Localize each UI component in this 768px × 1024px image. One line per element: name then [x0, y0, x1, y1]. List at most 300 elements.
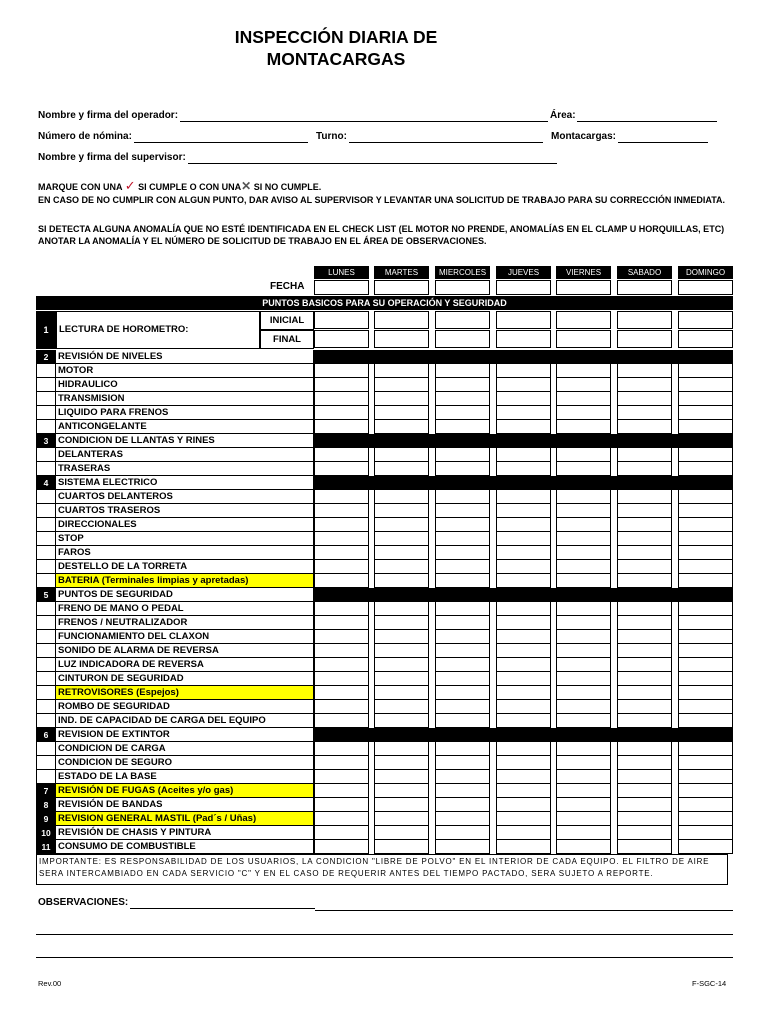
check-cell-3[interactable] [496, 364, 551, 378]
check-cell-5[interactable] [617, 462, 672, 476]
check-cell-0[interactable] [314, 714, 369, 728]
check-cell-2[interactable] [435, 406, 490, 420]
check-cell-4[interactable] [556, 742, 611, 756]
check-cell-1[interactable] [374, 700, 429, 714]
check-cell-1[interactable] [374, 420, 429, 434]
check-cell-5[interactable] [617, 686, 672, 700]
horometro-final-cell-4[interactable] [556, 330, 611, 348]
check-cell-1[interactable] [374, 546, 429, 560]
check-cell-0[interactable] [314, 420, 369, 434]
check-cell-3[interactable] [496, 518, 551, 532]
check-cell-1[interactable] [374, 602, 429, 616]
check-cell-3[interactable] [496, 644, 551, 658]
check-cell-0[interactable] [314, 602, 369, 616]
check-cell-4[interactable] [556, 658, 611, 672]
check-cell-1[interactable] [374, 392, 429, 406]
check-cell-0[interactable] [314, 784, 369, 798]
check-cell-4[interactable] [556, 644, 611, 658]
check-cell-3[interactable] [496, 546, 551, 560]
check-cell-4[interactable] [556, 364, 611, 378]
check-cell-5[interactable] [617, 420, 672, 434]
check-cell-0[interactable] [314, 770, 369, 784]
page-title [0, 26, 672, 70]
check-cell-6[interactable] [678, 630, 733, 644]
check-cell-6[interactable] [678, 840, 733, 854]
check-cell-4[interactable] [556, 532, 611, 546]
checklist-row [36, 350, 733, 364]
date-box-1[interactable] [374, 280, 429, 295]
check-cell-3[interactable] [496, 448, 551, 462]
check-cell-0[interactable] [314, 364, 369, 378]
check-cell-3[interactable] [496, 686, 551, 700]
row-number [36, 630, 56, 644]
check-cell-3[interactable] [496, 658, 551, 672]
check-cell-4[interactable] [556, 462, 611, 476]
check-cell-2[interactable] [435, 364, 490, 378]
check-cell-1[interactable] [374, 518, 429, 532]
check-cell-3[interactable] [496, 378, 551, 392]
row-number: 3 [36, 434, 56, 448]
row-label: CINTURON DE SEGURIDAD [56, 672, 314, 686]
check-cell-6[interactable] [678, 364, 733, 378]
check-cell-4[interactable] [556, 602, 611, 616]
checklist-row [36, 840, 733, 854]
check-cell-5[interactable] [617, 826, 672, 840]
horometro-inicial-cell-3[interactable] [496, 311, 551, 329]
row-label: IND. DE CAPACIDAD DE CARGA DEL EQUIPO [56, 714, 314, 728]
check-cell-2[interactable] [435, 672, 490, 686]
check-cell-2[interactable] [435, 630, 490, 644]
check-cell-2[interactable] [435, 686, 490, 700]
row-number [36, 392, 56, 406]
checklist-row [36, 784, 733, 798]
check-cell-1[interactable] [374, 686, 429, 700]
observations-field-3[interactable] [36, 957, 733, 958]
check-cell-1[interactable] [374, 490, 429, 504]
check-cell-2[interactable] [435, 742, 490, 756]
check-cell-5[interactable] [617, 602, 672, 616]
check-cell-2[interactable] [435, 392, 490, 406]
check-cell-4[interactable] [556, 630, 611, 644]
check-cell-5[interactable] [617, 378, 672, 392]
payroll-number-field[interactable] [134, 142, 308, 143]
check-cell-4[interactable] [556, 798, 611, 812]
horometro-final-cell-1[interactable] [374, 330, 429, 348]
checklist-row [36, 574, 733, 588]
check-cell-4[interactable] [556, 518, 611, 532]
check-cell-0[interactable] [314, 826, 369, 840]
check-cell-3[interactable] [496, 504, 551, 518]
check-cell-3[interactable] [496, 770, 551, 784]
row-number [36, 378, 56, 392]
check-cell-3[interactable] [496, 672, 551, 686]
check-cell-4[interactable] [556, 490, 611, 504]
row-number [36, 714, 56, 728]
check-cell-6[interactable] [678, 742, 733, 756]
check-cell-4[interactable] [556, 770, 611, 784]
horometro-final-cell-3[interactable] [496, 330, 551, 348]
check-cell-3[interactable] [496, 602, 551, 616]
day-header-5: SABADO [617, 266, 672, 279]
check-cell-1[interactable] [374, 742, 429, 756]
check-cell-4[interactable] [556, 700, 611, 714]
check-cell-5[interactable] [617, 392, 672, 406]
check-cell-2[interactable] [435, 574, 490, 588]
check-cell-2[interactable] [435, 378, 490, 392]
check-cell-6[interactable] [678, 658, 733, 672]
area-field[interactable] [577, 121, 717, 122]
row-label: RETROVISORES (Espejos) [56, 686, 314, 700]
check-cell-5[interactable] [617, 840, 672, 854]
check-cell-0[interactable] [314, 644, 369, 658]
row-number [36, 770, 56, 784]
check-cell-0[interactable] [314, 616, 369, 630]
check-cell-3[interactable] [496, 756, 551, 770]
check-cell-5[interactable] [617, 504, 672, 518]
row-number: 10 [36, 826, 56, 840]
row-label: FAROS [56, 546, 314, 560]
check-cell-4[interactable] [556, 784, 611, 798]
row-label: ROMBO DE SEGURIDAD [56, 700, 314, 714]
check-cell-5[interactable] [617, 406, 672, 420]
shift-field[interactable] [349, 142, 543, 143]
check-cell-0[interactable] [314, 392, 369, 406]
row-label: CUARTOS DELANTEROS [56, 490, 314, 504]
check-cell-6[interactable] [678, 392, 733, 406]
checklist-row [36, 630, 733, 644]
check-cell-3[interactable] [496, 714, 551, 728]
check-cell-3[interactable] [496, 826, 551, 840]
row-number [36, 490, 56, 504]
check-cell-5[interactable] [617, 672, 672, 686]
observations-field-1b[interactable] [315, 910, 733, 911]
check-cell-5[interactable] [617, 784, 672, 798]
check-cell-4[interactable] [556, 812, 611, 826]
check-cell-6[interactable] [678, 532, 733, 546]
check-cell-6[interactable] [678, 518, 733, 532]
observations-field-2[interactable] [36, 934, 733, 935]
check-cell-5[interactable] [617, 742, 672, 756]
check-cell-1[interactable] [374, 812, 429, 826]
check-cell-5[interactable] [617, 490, 672, 504]
check-cell-5[interactable] [617, 714, 672, 728]
checklist-row [36, 616, 733, 630]
forklift-field[interactable] [618, 142, 708, 143]
check-cell-4[interactable] [556, 756, 611, 770]
check-cell-0[interactable] [314, 448, 369, 462]
date-box-0[interactable] [314, 280, 369, 295]
check-cell-2[interactable] [435, 490, 490, 504]
check-cell-3[interactable] [496, 574, 551, 588]
check-cell-5[interactable] [617, 448, 672, 462]
check-cell-1[interactable] [374, 784, 429, 798]
check-cell-2[interactable] [435, 448, 490, 462]
row-number [36, 518, 56, 532]
check-cell-1[interactable] [374, 672, 429, 686]
check-cell-4[interactable] [556, 840, 611, 854]
check-cell-4[interactable] [556, 448, 611, 462]
forklift-label: Montacargas: [551, 131, 617, 142]
check-cell-2[interactable] [435, 812, 490, 826]
check-cell-2[interactable] [435, 714, 490, 728]
check-cell-6[interactable] [678, 490, 733, 504]
check-cell-1[interactable] [374, 840, 429, 854]
title-line-1: INSPECCIÓN DIARIA DE [234, 27, 438, 47]
check-cell-1[interactable] [374, 378, 429, 392]
check-cell-4[interactable] [556, 378, 611, 392]
section-title: PUNTOS BASICOS PARA SU OPERACIÓN Y SEGURIDAD [36, 296, 733, 310]
check-cell-6[interactable] [678, 672, 733, 686]
check-cell-5[interactable] [617, 770, 672, 784]
check-cell-3[interactable] [496, 392, 551, 406]
check-cell-3[interactable] [496, 406, 551, 420]
check-cell-6[interactable] [678, 504, 733, 518]
check-cell-1[interactable] [374, 462, 429, 476]
date-box-4[interactable] [556, 280, 611, 295]
check-cell-3[interactable] [496, 812, 551, 826]
check-cell-4[interactable] [556, 406, 611, 420]
date-box-6[interactable] [678, 280, 733, 295]
day-header-0: LUNES [314, 266, 369, 279]
check-cell-0[interactable] [314, 462, 369, 476]
check-cell-3[interactable] [496, 490, 551, 504]
area-label: Área: [550, 110, 576, 121]
horometro-final-cell-5[interactable] [617, 330, 672, 348]
check-cell-1[interactable] [374, 644, 429, 658]
check-cell-0[interactable] [314, 756, 369, 770]
check-cell-3[interactable] [496, 616, 551, 630]
check-cell-6[interactable] [678, 714, 733, 728]
row-label: DELANTERAS [56, 448, 314, 462]
row-number [36, 644, 56, 658]
revision-label: Rev.00 [38, 979, 62, 988]
check-cell-5[interactable] [617, 560, 672, 574]
check-cell-6[interactable] [678, 812, 733, 826]
check-cell-1[interactable] [374, 714, 429, 728]
check-cell-0[interactable] [314, 840, 369, 854]
check-cell-6[interactable] [678, 602, 733, 616]
row-label: LUZ INDICADORA DE REVERSA [56, 658, 314, 672]
check-cell-3[interactable] [496, 630, 551, 644]
check-cell-0[interactable] [314, 560, 369, 574]
check-cell-5[interactable] [617, 630, 672, 644]
day-header-3: JUEVES [496, 266, 551, 279]
check-cell-1[interactable] [374, 630, 429, 644]
check-cell-4[interactable] [556, 546, 611, 560]
check-cell-5[interactable] [617, 574, 672, 588]
check-cell-1[interactable] [374, 658, 429, 672]
check-cell-6[interactable] [678, 686, 733, 700]
check-cell-2[interactable] [435, 770, 490, 784]
supervisor-field[interactable] [188, 163, 557, 164]
horometro-inicial-cell-1[interactable] [374, 311, 429, 329]
check-cell-4[interactable] [556, 714, 611, 728]
horometro-final-cell-6[interactable] [678, 330, 733, 348]
check-cell-0[interactable] [314, 686, 369, 700]
checklist-row [36, 518, 733, 532]
horometro-inicial-cell-6[interactable] [678, 311, 733, 329]
check-cell-6[interactable] [678, 826, 733, 840]
horometro-final-cell-0[interactable] [314, 330, 369, 348]
check-cell-1[interactable] [374, 532, 429, 546]
check-cell-2[interactable] [435, 518, 490, 532]
check-cell-5[interactable] [617, 518, 672, 532]
check-cell-5[interactable] [617, 616, 672, 630]
check-cell-5[interactable] [617, 532, 672, 546]
check-cell-6[interactable] [678, 462, 733, 476]
check-cell-6[interactable] [678, 770, 733, 784]
check-cell-4[interactable] [556, 686, 611, 700]
shift-label: Turno: [316, 131, 347, 142]
check-cell-1[interactable] [374, 406, 429, 420]
check-cell-5[interactable] [617, 546, 672, 560]
check-cell-2[interactable] [435, 560, 490, 574]
check-cell-6[interactable] [678, 574, 733, 588]
row-label: LIQUIDO PARA FRENOS [56, 406, 314, 420]
horometro-inicial-cell-0[interactable] [314, 311, 369, 329]
check-cell-6[interactable] [678, 798, 733, 812]
check-cell-2[interactable] [435, 644, 490, 658]
check-cell-1[interactable] [374, 770, 429, 784]
payroll-number-label: Número de nómina: [38, 131, 132, 142]
checklist-row [36, 742, 733, 756]
check-cell-3[interactable] [496, 798, 551, 812]
check-cell-1[interactable] [374, 616, 429, 630]
horometro-inicial-cell-5[interactable] [617, 311, 672, 329]
important-note: IMPORTANTE: ES RESPONSABILIDAD DE LOS USUARIOS, LA CONDICION "LIBRE DE POLVO" EN EL INTERIOR DE CADA EQUIPO. EL FILTRO DE AIRE SERA INTERCAMBIADO EN CADA SERVICIO "C" Y EN EL CASO DE REQUERIR ANTES DEL TIEMPO PACTADO, SERA SUJETO A REPORTE. [36, 854, 728, 885]
check-cell-0[interactable] [314, 812, 369, 826]
check-cell-0[interactable] [314, 546, 369, 560]
row-number: 4 [36, 476, 56, 490]
row-label: CONDICION DE CARGA [56, 742, 314, 756]
check-cell-0[interactable] [314, 798, 369, 812]
check-cell-6[interactable] [678, 616, 733, 630]
operator-field[interactable] [180, 121, 548, 122]
title-line-2: MONTACARGAS [266, 49, 406, 69]
check-cell-5[interactable] [617, 700, 672, 714]
check-cell-0[interactable] [314, 490, 369, 504]
check-cell-0[interactable] [314, 742, 369, 756]
check-cell-0[interactable] [314, 518, 369, 532]
check-cell-4[interactable] [556, 672, 611, 686]
check-cell-2[interactable] [435, 602, 490, 616]
check-cell-1[interactable] [374, 798, 429, 812]
check-cell-6[interactable] [678, 378, 733, 392]
check-cell-0[interactable] [314, 378, 369, 392]
check-cell-1[interactable] [374, 574, 429, 588]
check-cell-3[interactable] [496, 560, 551, 574]
check-cell-4[interactable] [556, 420, 611, 434]
check-cell-4[interactable] [556, 392, 611, 406]
check-cell-6[interactable] [678, 756, 733, 770]
check-cell-2[interactable] [435, 616, 490, 630]
check-cell-6[interactable] [678, 644, 733, 658]
check-cell-5[interactable] [617, 364, 672, 378]
check-cell-0[interactable] [314, 630, 369, 644]
check-cell-0[interactable] [314, 700, 369, 714]
check-cell-1[interactable] [374, 560, 429, 574]
check-cell-2[interactable] [435, 700, 490, 714]
check-cell-4[interactable] [556, 826, 611, 840]
row-number [36, 364, 56, 378]
checklist-row [36, 826, 733, 840]
check-cell-0[interactable] [314, 504, 369, 518]
horometro-number: 1 [36, 311, 56, 349]
check-cell-1[interactable] [374, 826, 429, 840]
check-cell-2[interactable] [435, 658, 490, 672]
check-cell-3[interactable] [496, 462, 551, 476]
check-cell-2[interactable] [435, 532, 490, 546]
check-cell-0[interactable] [314, 658, 369, 672]
check-cell-0[interactable] [314, 406, 369, 420]
check-cell-2[interactable] [435, 784, 490, 798]
checklist-row [36, 644, 733, 658]
horometro-inicial-cell-4[interactable] [556, 311, 611, 329]
check-cell-4[interactable] [556, 616, 611, 630]
row-label: SISTEMA ELECTRICO [56, 476, 314, 490]
check-cell-1[interactable] [374, 448, 429, 462]
check-cell-2[interactable] [435, 546, 490, 560]
check-cell-6[interactable] [678, 448, 733, 462]
check-cell-5[interactable] [617, 658, 672, 672]
horometro-final-label: FINAL [260, 330, 314, 349]
horometro-inicial-cell-2[interactable] [435, 311, 490, 329]
check-cell-6[interactable] [678, 546, 733, 560]
check-cell-4[interactable] [556, 504, 611, 518]
check-cell-6[interactable] [678, 784, 733, 798]
check-cell-3[interactable] [496, 784, 551, 798]
check-cell-6[interactable] [678, 700, 733, 714]
check-cell-5[interactable] [617, 756, 672, 770]
check-cell-5[interactable] [617, 812, 672, 826]
check-cell-0[interactable] [314, 574, 369, 588]
observations-field-1[interactable] [130, 908, 315, 909]
horometro-final-cell-2[interactable] [435, 330, 490, 348]
check-cell-1[interactable] [374, 756, 429, 770]
check-cell-6[interactable] [678, 406, 733, 420]
check-cell-2[interactable] [435, 756, 490, 770]
check-cell-2[interactable] [435, 840, 490, 854]
check-cell-2[interactable] [435, 826, 490, 840]
check-cell-3[interactable] [496, 532, 551, 546]
date-box-3[interactable] [496, 280, 551, 295]
check-cell-6[interactable] [678, 420, 733, 434]
check-cell-0[interactable] [314, 532, 369, 546]
check-cell-3[interactable] [496, 840, 551, 854]
check-cell-4[interactable] [556, 560, 611, 574]
check-cell-2[interactable] [435, 420, 490, 434]
check-cell-5[interactable] [617, 798, 672, 812]
check-cell-2[interactable] [435, 504, 490, 518]
check-cell-4[interactable] [556, 574, 611, 588]
date-box-5[interactable] [617, 280, 672, 295]
section-band [314, 350, 733, 364]
check-cell-0[interactable] [314, 672, 369, 686]
check-cell-3[interactable] [496, 700, 551, 714]
checklist-row [36, 770, 733, 784]
row-label: REVISIÓN DE FUGAS (Aceites y/o gas) [56, 784, 314, 798]
check-cell-6[interactable] [678, 560, 733, 574]
check-cell-3[interactable] [496, 420, 551, 434]
check-cell-1[interactable] [374, 364, 429, 378]
check-cell-1[interactable] [374, 504, 429, 518]
check-cell-2[interactable] [435, 798, 490, 812]
check-cell-2[interactable] [435, 462, 490, 476]
row-number [36, 462, 56, 476]
check-cell-3[interactable] [496, 742, 551, 756]
check-cell-5[interactable] [617, 644, 672, 658]
date-box-2[interactable] [435, 280, 490, 295]
